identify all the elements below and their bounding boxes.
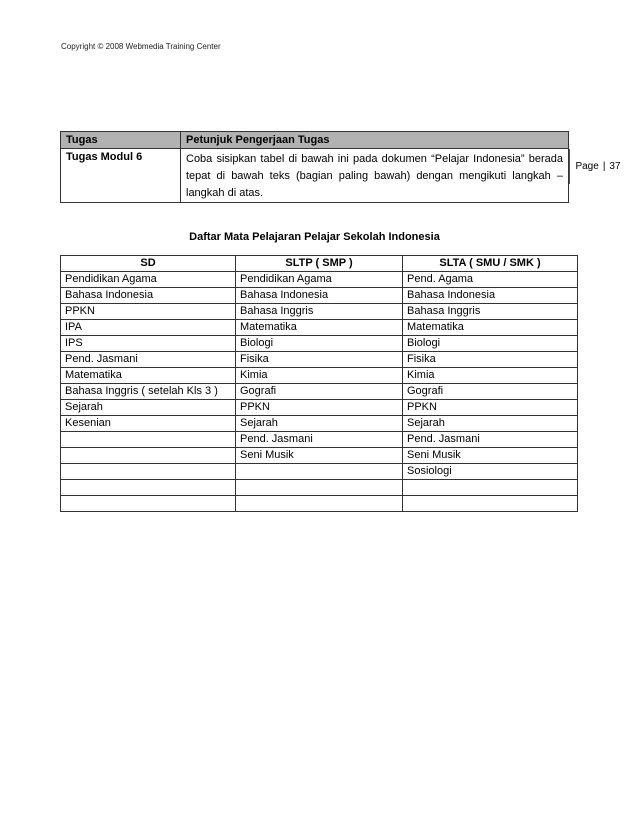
table-cell xyxy=(403,496,578,512)
table-cell: Bahasa Indonesia xyxy=(403,288,578,304)
table-cell xyxy=(61,464,236,480)
table-cell: Gografi xyxy=(403,384,578,400)
table-row xyxy=(61,368,578,384)
task-table-row xyxy=(61,149,569,203)
table-cell: Sejarah xyxy=(236,416,403,432)
table-cell: Pend. Jasmani xyxy=(236,432,403,448)
table-row xyxy=(61,416,578,432)
table-cell: PPKN xyxy=(236,400,403,416)
table-cell: PPKN xyxy=(403,400,578,416)
table-row xyxy=(61,304,578,320)
table-cell xyxy=(403,480,578,496)
subject-table-header-row xyxy=(61,256,578,272)
table-cell: Pend. Jasmani xyxy=(403,432,578,448)
table-row xyxy=(61,272,578,288)
table-cell: Pendidikan Agama xyxy=(236,272,403,288)
table-cell: Seni Musik xyxy=(403,448,578,464)
table-row xyxy=(61,480,578,496)
table-cell xyxy=(61,480,236,496)
task-table xyxy=(60,131,569,203)
table-cell: Biologi xyxy=(236,336,403,352)
table-cell xyxy=(236,464,403,480)
table-cell: Sejarah xyxy=(403,416,578,432)
table-cell: Seni Musik xyxy=(236,448,403,464)
table-cell: Fisika xyxy=(403,352,578,368)
header-sltp: SLTP ( SMP ) xyxy=(236,256,403,272)
table-cell: Matematika xyxy=(236,320,403,336)
table-cell: Biologi xyxy=(403,336,578,352)
table-row xyxy=(61,432,578,448)
page-number-value: 37 xyxy=(609,161,621,172)
subject-table-body xyxy=(61,272,578,512)
copyright-text: Copyright © 2008 Webmedia Training Center xyxy=(61,42,221,51)
table-cell: Bahasa Inggris xyxy=(236,304,403,320)
table-row xyxy=(61,448,578,464)
table-cell: Matematika xyxy=(403,320,578,336)
task-table-header-row xyxy=(61,132,569,149)
page-number xyxy=(569,149,626,184)
table-cell: Bahasa Inggris ( setelah Kls 3 ) xyxy=(61,384,236,400)
table-cell: Kimia xyxy=(403,368,578,384)
table-cell xyxy=(61,448,236,464)
table-cell: Sejarah xyxy=(61,400,236,416)
table-row xyxy=(61,320,578,336)
header-slta: SLTA ( SMU / SMK ) xyxy=(403,256,578,272)
table-cell: Kesenian xyxy=(61,416,236,432)
table-cell: Gografi xyxy=(236,384,403,400)
table-row xyxy=(61,496,578,512)
table-cell xyxy=(61,496,236,512)
table-row xyxy=(61,400,578,416)
table-cell: Pendidikan Agama xyxy=(61,272,236,288)
table-row xyxy=(61,384,578,400)
table-cell: Bahasa Indonesia xyxy=(61,288,236,304)
table-cell: Pend. Jasmani xyxy=(61,352,236,368)
task-instruction: Coba sisipkan tabel di bawah ini pada dokumen “Pelajar Indonesia” berada tepat di bawah teks (bagian paling bawah) dengan mengikuti langkah – langkah di atas. xyxy=(181,149,569,203)
table-cell: Fisika xyxy=(236,352,403,368)
table-cell xyxy=(236,480,403,496)
table-cell: Sosiologi xyxy=(403,464,578,480)
table-row xyxy=(61,288,578,304)
table-row xyxy=(61,352,578,368)
page-separator: | xyxy=(602,161,606,172)
subject-table xyxy=(60,255,578,512)
table-cell: Kimia xyxy=(236,368,403,384)
task-header-tugas: Tugas xyxy=(61,132,181,149)
table-cell: Pend. Agama xyxy=(403,272,578,288)
table-cell: PPKN xyxy=(61,304,236,320)
subject-list-title: Daftar Mata Pelajaran Pelajar Sekolah Indonesia xyxy=(189,231,440,243)
table-row xyxy=(61,464,578,480)
header-sd: SD xyxy=(61,256,236,272)
task-name: Tugas Modul 6 xyxy=(61,149,181,203)
task-header-petunjuk: Petunjuk Pengerjaan Tugas xyxy=(181,132,569,149)
table-cell: IPS xyxy=(61,336,236,352)
table-cell xyxy=(61,432,236,448)
table-cell: IPA xyxy=(61,320,236,336)
table-cell xyxy=(236,496,403,512)
table-row xyxy=(61,336,578,352)
table-cell: Bahasa Inggris xyxy=(403,304,578,320)
table-cell: Bahasa Indonesia xyxy=(236,288,403,304)
page-label: Page xyxy=(575,161,599,172)
table-cell: Matematika xyxy=(61,368,236,384)
